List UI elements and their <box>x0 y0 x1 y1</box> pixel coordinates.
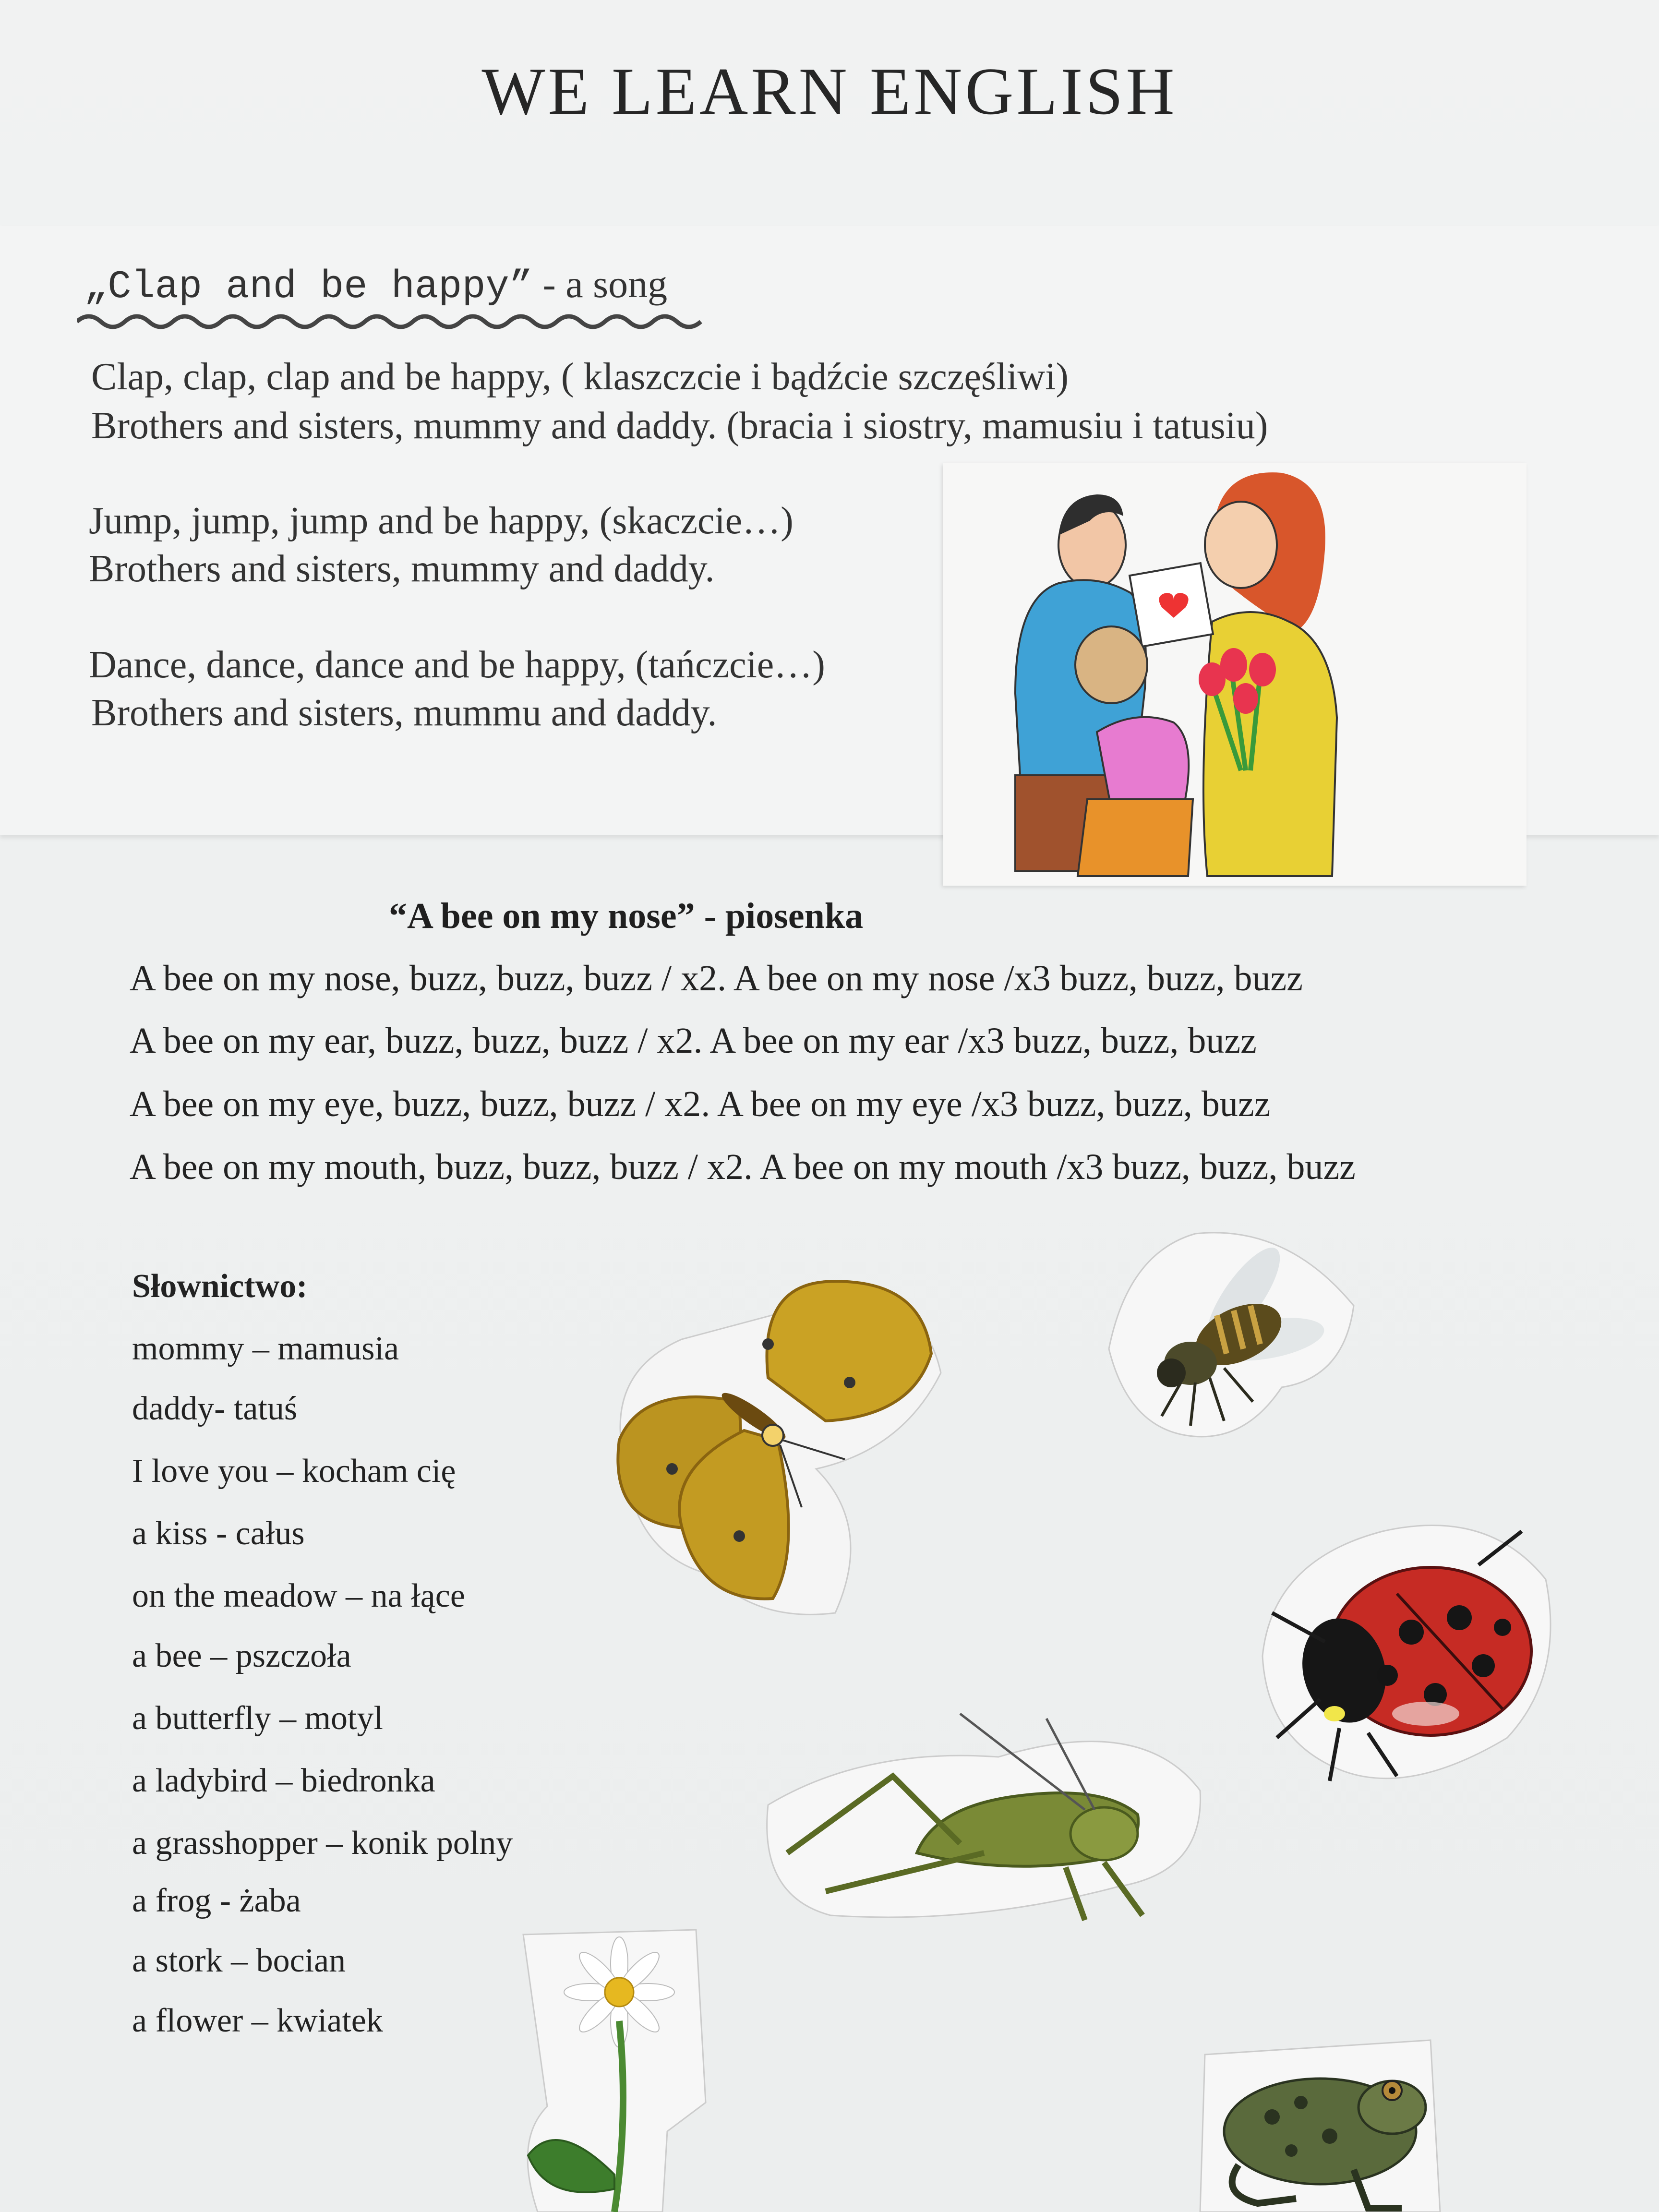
bee-icon <box>1094 1219 1363 1459</box>
bee-song-verse: A bee on my nose, buzz, buzz, buzz / x2. A bee on my nose /x3 buzz, buzz, buzz <box>130 958 1303 998</box>
song-line: Jump, jump, jump and be happy, (skaczcie…) <box>89 500 793 542</box>
song-title <box>84 262 667 309</box>
vocab-item: daddy- tatuś <box>132 1390 298 1427</box>
song-line: Dance, dance, dance and be happy, (tańczcie…) <box>89 644 825 686</box>
vocab-item: a stork – bocian <box>132 1942 346 1979</box>
song-line: Brothers and sisters, mummy and daddy. (bracia i siostry, mamusiu i tatusiu) <box>91 405 1268 447</box>
bee-song-verse: A bee on my eye, buzz, buzz, buzz / x2. A bee on my eye /x3 buzz, buzz, buzz <box>130 1084 1271 1124</box>
vocab-item: a kiss - całus <box>132 1515 305 1552</box>
song-title-name: „Clap and be happy” <box>84 264 533 309</box>
page-title: WE LEARN ENGLISH <box>481 54 1178 129</box>
vocab-item: mommy – mamusia <box>132 1330 399 1367</box>
ladybird-icon <box>1253 1512 1560 1795</box>
grasshopper-icon <box>758 1709 1210 1930</box>
song-line: Brothers and sisters, mummu and daddy. <box>91 692 717 734</box>
flower-icon <box>518 1925 710 2212</box>
vocab-item: I love you – kocham cię <box>132 1453 456 1490</box>
wavy-underline <box>77 307 720 336</box>
frog-icon <box>1195 2026 1445 2212</box>
vocab-item: a bee – pszczoła <box>132 1637 351 1674</box>
vocab-item: a butterfly – motyl <box>132 1700 383 1737</box>
vocab-item: a flower – kwiatek <box>132 2002 383 2039</box>
family-illustration <box>943 463 1527 886</box>
vocab-item: a ladybird – biedronka <box>132 1762 435 1799</box>
song-line: Brothers and sisters, mummy and daddy. <box>89 548 715 590</box>
vocab-item: on the meadow – na łące <box>132 1577 465 1614</box>
bee-song-verse: A bee on my ear, buzz, buzz, buzz / x2. A bee on my ear /x3 buzz, buzz, buzz <box>130 1021 1257 1061</box>
song-line: Clap, clap, clap and be happy, ( klaszczcie i bądźcie szczęśliwi) <box>91 356 1069 398</box>
bee-song-title: “A bee on my nose” - piosenka <box>389 896 864 936</box>
vocab-item: a grasshopper – konik polny <box>132 1825 513 1862</box>
vocab-item: a frog - żaba <box>132 1882 301 1919</box>
bee-song-verse: A bee on my mouth, buzz, buzz, buzz / x2. A bee on my mouth /x3 buzz, buzz, buzz <box>130 1147 1356 1187</box>
vocabulary-heading: Słownictwo: <box>132 1268 308 1305</box>
family-drawing <box>943 463 1527 886</box>
song-title-suffix: - a song <box>532 262 668 306</box>
butterfly-icon <box>595 1258 979 1642</box>
